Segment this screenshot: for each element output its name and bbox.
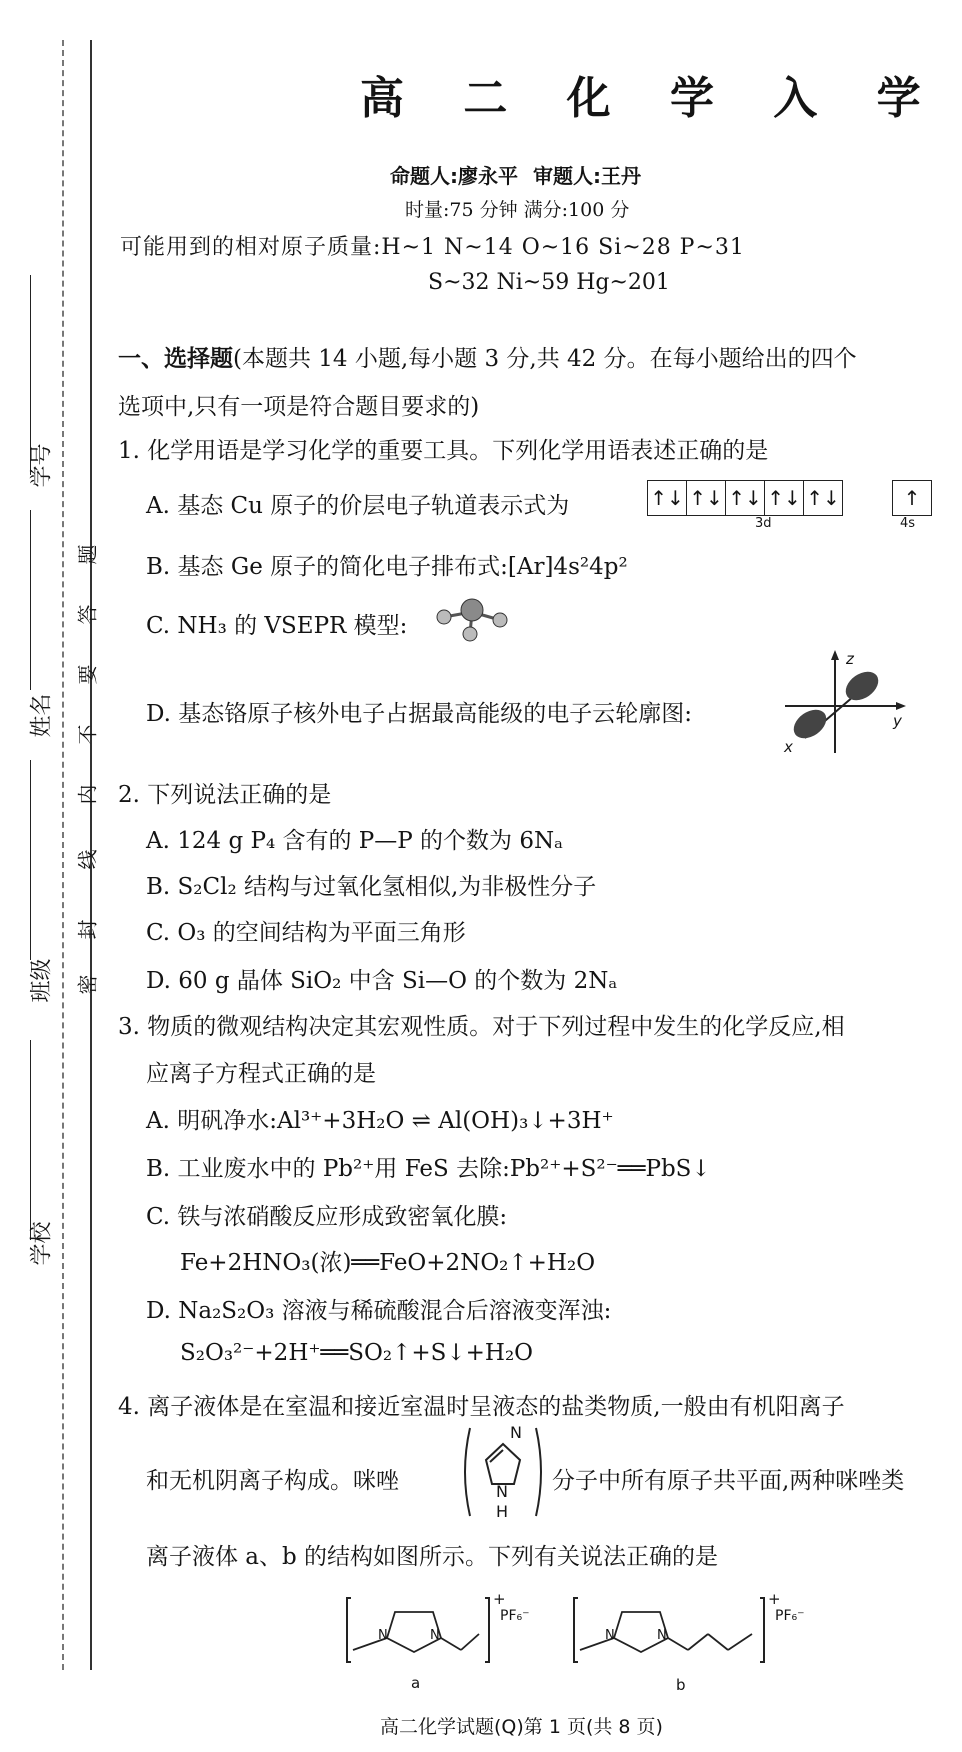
structure-label-b: b (676, 1676, 686, 1694)
seal-char: 封 (75, 919, 100, 940)
imidazole-atom-h: H (496, 1502, 509, 1521)
q3-option-b: B. 工业废水中的 Pb²⁺用 FeS 去除:Pb²⁺+S²⁻══PbS↓ (146, 1156, 711, 1182)
anion-label-b: PF₆⁻ (775, 1608, 805, 1624)
name-label: 姓名 (29, 693, 55, 738)
orbital-diagram-4s (892, 480, 932, 516)
q4-stem-line3: 离子液体 a、b 的结构如图所示。下列有关说法正确的是 (146, 1544, 719, 1570)
class-field-line (30, 760, 31, 960)
atom-n-label: N (430, 1628, 440, 1643)
imidazole-atom-nh: N (496, 1482, 508, 1501)
axis-label-y: y (893, 712, 902, 730)
orbital-box: ↑↓ (726, 481, 765, 515)
orbital-diagram-3d (647, 480, 843, 516)
electron-cloud-figure (780, 648, 910, 758)
student-id-label: 学号 (29, 443, 55, 488)
orbital-box: ↑↓ (648, 481, 687, 515)
atomic-masses-line1: 可能用到的相对原子质量:H~1 N~14 O~16 Si~28 P~31 (120, 235, 745, 260)
section-intro-line2: 选项中,只有一项是符合题目要求的) (118, 394, 480, 420)
orbital-box: ↑↓ (806, 486, 840, 510)
section-intro-text: (本题共 14 小题,每小题 3 分,共 42 分。在每小题给出的四个 (233, 346, 857, 372)
atom-n-label: N (657, 1628, 667, 1643)
section-heading: 一、选择题 (118, 346, 233, 372)
seal-char: 内 (75, 784, 100, 805)
seal-char: 题 (75, 544, 100, 565)
orbital-label-4s: 4s (900, 516, 916, 531)
section-intro-line1 (118, 340, 857, 373)
q3-stem-line1: 3. 物质的微观结构决定其宏观性质。对于下列过程中发生的化学反应,相 (118, 1014, 845, 1040)
vsepr-model-figure (432, 592, 512, 642)
name-field-line (30, 510, 31, 690)
seal-char: 答 (75, 604, 100, 625)
cation-charge-a: + (493, 1590, 506, 1608)
exam-authors: 命题人:廖永平 审题人:王丹 (390, 164, 641, 188)
seal-char: 不 (75, 724, 100, 745)
seal-char: 线 (75, 849, 100, 870)
q4-stem-line2a: 和无机阴离子构成。咪唑 (146, 1468, 399, 1494)
school-field-line (30, 1040, 31, 1240)
seal-char: 密 (75, 974, 100, 995)
atom-n-label: N (605, 1628, 615, 1643)
q3-option-d-equation: S₂O₃²⁻+2H⁺══SO₂↑+S↓+H₂O (180, 1340, 534, 1366)
orbital-box: ↑↓ (687, 481, 726, 515)
atom-n-label: N (378, 1628, 388, 1643)
q3-option-d: D. Na₂S₂O₃ 溶液与稀硫酸混合后溶液变浑浊: (146, 1298, 612, 1324)
class-label: 班级 (29, 958, 55, 1003)
exam-time-score: 时量:75 分钟 满分:100 分 (405, 199, 630, 221)
q3-option-a: A. 明矾净水:Al³⁺+3H₂O ⇌ Al(OH)₃↓+3H⁺ (146, 1108, 614, 1134)
q4-stem-line2b: 分子中所有原子共平面,两种咪唑类 (552, 1468, 905, 1494)
page-footer: 高二化学试题(Q)第 1 页(共 8 页) (380, 1716, 663, 1738)
q3-stem-line2: 应离子方程式正确的是 (146, 1061, 376, 1087)
axis-label-z: z (846, 650, 854, 668)
binding-dashed-line (62, 40, 64, 1670)
structure-label-a: a (411, 1674, 421, 1692)
q2-option-a: A. 124 g P₄ 含有的 P—P 的个数为 6Nₐ (146, 828, 563, 854)
q1-option-a: A. 基态 Cu 原子的价层电子轨道表示式为 (146, 493, 570, 519)
q1-stem: 1. 化学用语是学习化学的重要工具。下列化学用语表述正确的是 (118, 438, 769, 464)
exam-title: 高 二 化 学 入 学 (360, 73, 943, 124)
orbital-box: ↑ (903, 486, 921, 510)
axis-label-x: x (784, 738, 793, 756)
q1-option-c: C. NH₃ 的 VSEPR 模型: (146, 613, 408, 639)
seal-char: 要 (75, 664, 100, 685)
q3-option-c: C. 铁与浓硝酸反应形成致密氧化膜: (146, 1204, 508, 1230)
ionic-liquid-a-structure (345, 1590, 495, 1670)
anion-label-a: PF₆⁻ (500, 1608, 530, 1624)
q2-option-d: D. 60 g 晶体 SiO₂ 中含 Si—O 的个数为 2Nₐ (146, 968, 618, 994)
imidazole-atom-n: N (510, 1423, 522, 1442)
school-label: 学校 (29, 1221, 55, 1266)
orbital-label-3d: 3d (755, 516, 772, 531)
q2-option-c: C. O₃ 的空间结构为平面三角形 (146, 920, 466, 946)
q1-option-d: D. 基态铬原子核外电子占据最高能级的电子云轮廓图: (146, 701, 692, 727)
q3-option-c-equation: Fe+2HNO₃(浓)══FeO+2NO₂↑+H₂O (180, 1250, 596, 1276)
orbital-box: ↑↓ (765, 481, 804, 515)
atomic-masses-line2: S~32 Ni~59 Hg~201 (428, 270, 670, 295)
q1-option-b: B. 基态 Ge 原子的简化电子排布式:[Ar]4s²4p² (146, 554, 628, 580)
q2-stem: 2. 下列说法正确的是 (118, 782, 332, 808)
cation-charge-b: + (768, 1590, 781, 1608)
q4-stem-line1: 4. 离子液体是在室温和接近室温时呈液态的盐类物质,一般由有机阳离子 (118, 1394, 845, 1420)
ionic-liquid-b-structure (572, 1590, 772, 1670)
q2-option-b: B. S₂Cl₂ 结构与过氧化氢相似,为非极性分子 (146, 874, 597, 900)
